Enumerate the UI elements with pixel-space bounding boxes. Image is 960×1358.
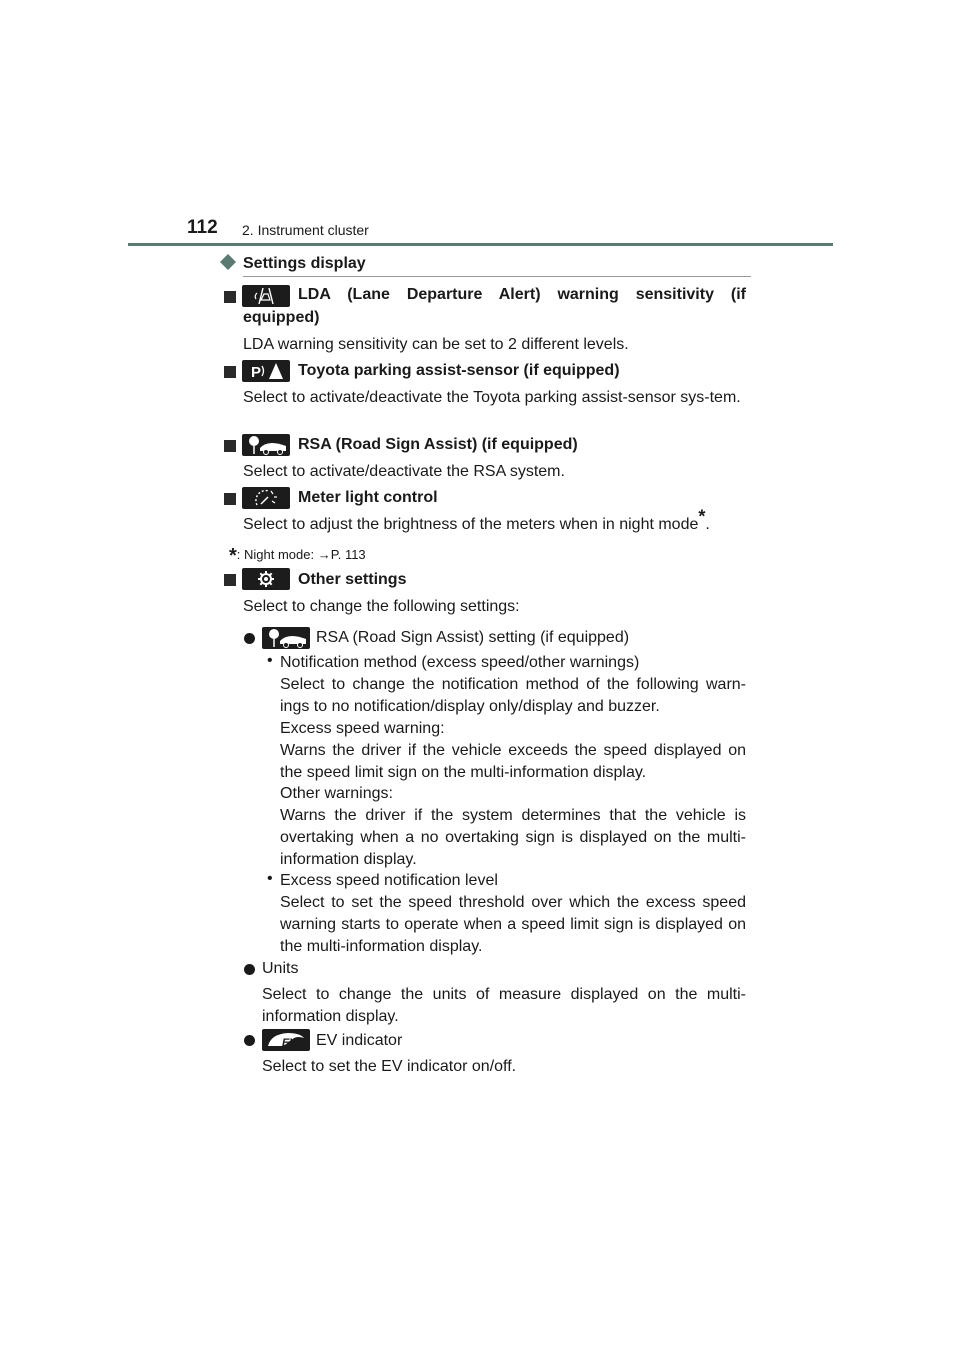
other-settings-heading: Other settings <box>298 571 407 588</box>
round-bullet-icon <box>244 1035 255 1046</box>
header-divider <box>128 243 833 246</box>
rsa-setting-label: RSA (Road Sign Assist) setting (if equipped) <box>316 629 630 646</box>
lda-heading: LDA (Lane Departure Alert) warning sensitivity (if <box>298 286 746 303</box>
round-bullet-icon <box>244 633 255 644</box>
chapter-title: 2. Instrument cluster <box>242 222 369 238</box>
gear-icon <box>242 568 290 590</box>
meter-light-icon <box>242 487 290 509</box>
lane-departure-icon <box>242 285 290 307</box>
excess-speed-warning-text: Warns the driver if the vehicle exceeds the speed displayed on the speed limit sign on the multi-information display. <box>280 742 746 781</box>
other-settings-description: Select to change the following settings: <box>243 598 520 615</box>
ev-indicator-icon <box>262 1029 310 1051</box>
units-label: Units <box>262 960 299 977</box>
parking-assist-description: Select to activate/deactivate the Toyota parking assist-sensor sys-tem. <box>243 389 741 406</box>
meter-light-description: Select to adjust the brightness of the meters when in night mode*. <box>243 506 710 533</box>
square-bullet-icon <box>224 574 236 586</box>
square-bullet-icon <box>224 291 236 303</box>
page-number: 112 <box>187 217 218 238</box>
other-warnings-text: Warns the driver if the system determines that the vehicle is overtaking when a no overtaking sign is displayed on the multi-information display. <box>280 807 746 868</box>
section-divider <box>243 276 751 277</box>
parking-sensor-icon <box>242 360 290 382</box>
sub-bullet: • <box>267 652 273 669</box>
night-mode-footnote: *: Night mode: →P. 113 <box>229 545 366 567</box>
svg-text:P: P <box>251 364 262 381</box>
notification-method-text: Select to change the notification method of the following warn-ings to no notification/display only/display and buzzer. <box>280 676 746 715</box>
lda-heading-cont: equipped) <box>243 309 320 326</box>
svg-text:EV: EV <box>282 1037 297 1049</box>
other-warnings-label: Other warnings: <box>280 785 393 802</box>
meter-light-heading: Meter light control <box>298 489 438 506</box>
parking-assist-heading: Toyota parking assist-sensor (if equipped) <box>298 362 620 379</box>
excess-speed-level-text: Select to set the speed threshold over which the excess speed warning starts to operate when a speed limit sign is displayed on the multi-information display. <box>280 894 746 955</box>
square-bullet-icon <box>224 493 236 505</box>
units-description: Select to change the units of measure displayed on the multi-information display. <box>262 986 746 1025</box>
road-sign-assist-icon <box>242 434 290 456</box>
diamond-icon <box>220 254 236 270</box>
section-title: Settings display <box>243 255 366 272</box>
road-sign-assist-icon <box>262 627 310 649</box>
ev-indicator-label: EV indicator <box>316 1032 403 1049</box>
notification-method-title: Notification method (excess speed/other warnings) <box>280 654 640 671</box>
square-bullet-icon <box>224 440 236 452</box>
square-bullet-icon <box>224 366 236 378</box>
excess-speed-level-title: Excess speed notification level <box>280 872 498 889</box>
sub-bullet: • <box>267 870 273 887</box>
lda-description: LDA warning sensitivity can be set to 2 different levels. <box>243 336 629 353</box>
rsa-description: Select to activate/deactivate the RSA system. <box>243 463 565 480</box>
round-bullet-icon <box>244 964 255 975</box>
excess-speed-warning-label: Excess speed warning: <box>280 720 445 737</box>
rsa-heading: RSA (Road Sign Assist) (if equipped) <box>298 436 578 453</box>
ev-indicator-description: Select to set the EV indicator on/off. <box>262 1058 517 1075</box>
